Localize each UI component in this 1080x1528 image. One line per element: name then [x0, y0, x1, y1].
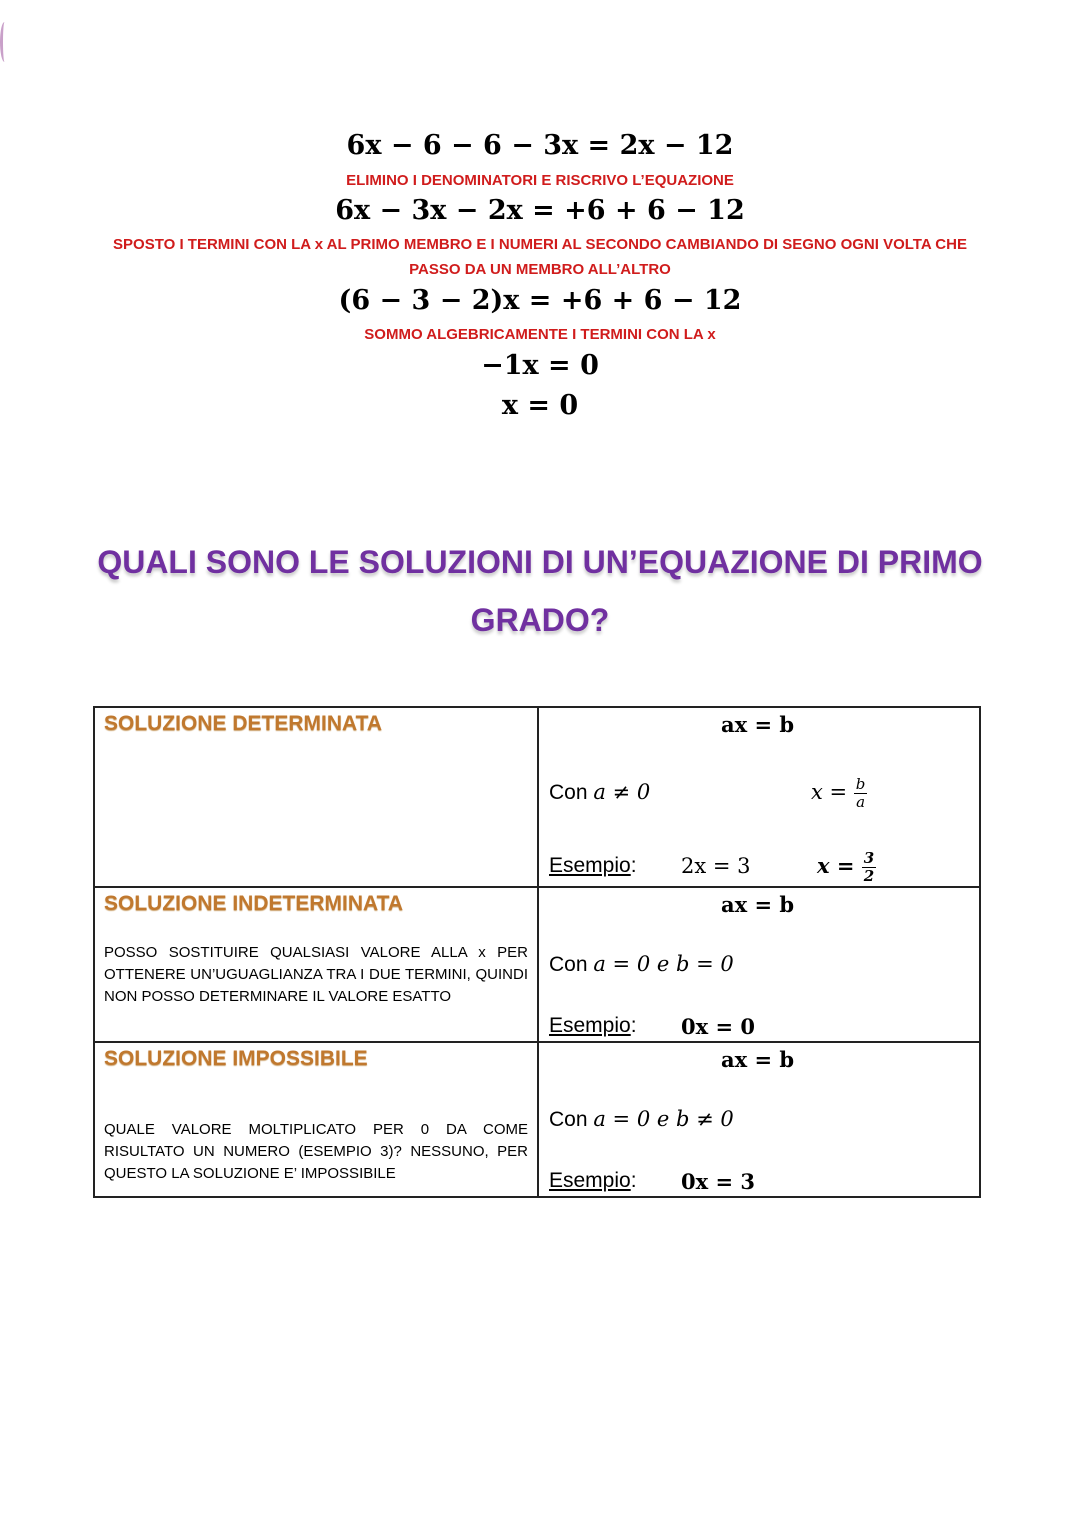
example-result-determinata: [817, 850, 876, 885]
condition-indeterminata: [549, 952, 734, 977]
formula-indeterminata: ax = b: [721, 892, 795, 917]
example-colon: :: [630, 854, 637, 877]
equation-step-1: 6x − 6 − 6 − 3x = 2x − 12: [346, 130, 734, 161]
cell-impossibile-math: [538, 1042, 980, 1197]
condition-prefix: Con: [549, 1108, 594, 1131]
example-colon: :: [630, 1014, 637, 1037]
row-determinata: [94, 707, 980, 887]
condition-prefix: Con: [549, 781, 594, 804]
equation-step-5: x = 0: [501, 390, 579, 421]
row-indeterminata: [94, 887, 980, 1042]
cell-determinata-label: [94, 707, 538, 887]
cell-impossibile-label: [94, 1042, 538, 1197]
formula-determinata: ax = b: [721, 712, 795, 737]
description-indeterminata: POSSO SOSTITUIRE QUALSIASI VALORE ALLA x PER OTTENERE UN’UGUAGLIANZA TRA I DUE TERMINI, QUINDI NON POSSO DETERMINARE IL VALORE ESATTO: [104, 944, 528, 1005]
cell-indeterminata-label: [94, 887, 538, 1042]
example-label: Esempio: [549, 854, 631, 877]
fraction-b-over-a: [854, 776, 868, 811]
cell-determinata-math: [538, 707, 980, 887]
fraction-3-over-2: [862, 850, 876, 885]
row-impossibile: [94, 1042, 980, 1197]
equation-step-3: (6 − 3 − 2)x = +6 + 6 − 12: [338, 285, 742, 316]
equation-step-2: 6x − 3x − 2x = +6 + 6 − 12: [335, 195, 745, 226]
example-determinata: [549, 854, 637, 878]
condition-determinata: [549, 780, 650, 805]
formula-impossibile: ax = b: [721, 1047, 795, 1072]
description-impossibile: QUALE VALORE MOLTIPLICATO PER 0 DA COME RISULTATO UN NUMERO (ESEMPIO 3)? NESSUNO, PER QUESTO LA SOLUZIONE E’ IMPOSSIBILE: [104, 1121, 528, 1182]
example-equation-indeterminata: 0x = 0: [681, 1014, 755, 1039]
fraction-denominator: a: [856, 793, 866, 811]
result-lhs: x =: [811, 780, 854, 804]
condition-expr: a = 0 e b = 0: [593, 952, 734, 976]
equation-step-4: −1x = 0: [481, 350, 599, 381]
example-impossibile: [549, 1169, 637, 1193]
title-determinata: SOLUZIONE DETERMINATA: [104, 712, 383, 735]
example-indeterminata: [549, 1014, 637, 1038]
example-equation-determinata: 2x = 3: [681, 854, 751, 878]
example-result-lhs: x =: [817, 853, 862, 878]
result-determinata: [811, 776, 867, 811]
page-corner-mark: [0, 22, 9, 62]
example-fraction-denominator: 2: [863, 867, 875, 885]
title-impossibile: SOLUZIONE IMPOSSIBILE: [104, 1047, 368, 1070]
title-indeterminata: SOLUZIONE INDETERMINATA: [104, 892, 404, 915]
step-note-1: ELIMINO I DENOMINATORI E RISCRIVO L’EQUAZIONE: [346, 172, 734, 189]
example-label: Esempio: [549, 1014, 631, 1037]
example-colon: :: [630, 1169, 637, 1192]
step-note-3: SOMMO ALGEBRICAMENTE I TERMINI CON LA x: [364, 326, 716, 343]
condition-expr: a = 0 e b ≠ 0: [593, 1107, 734, 1131]
condition-prefix: Con: [549, 953, 594, 976]
condition-impossibile: [549, 1107, 734, 1132]
fraction-numerator: b: [855, 775, 866, 793]
solutions-table: [93, 706, 981, 1198]
condition-expr: a ≠ 0: [593, 780, 651, 804]
example-label: Esempio: [549, 1169, 631, 1192]
example-equation-impossibile: 0x = 3: [681, 1169, 755, 1194]
section-heading: QUALI SONO LE SOLUZIONI DI UN’EQUAZIONE DI PRIMO GRADO?: [97, 544, 983, 638]
cell-indeterminata-math: [538, 887, 980, 1042]
example-fraction-numerator: 3: [863, 849, 875, 867]
step-note-2: SPOSTO I TERMINI CON LA x AL PRIMO MEMBRO E I NUMERI AL SECONDO CAMBIANDO DI SEGNO OGNI VOLTA CHE PASSO DA UN MEMBRO ALL’ALTRO: [113, 236, 967, 278]
